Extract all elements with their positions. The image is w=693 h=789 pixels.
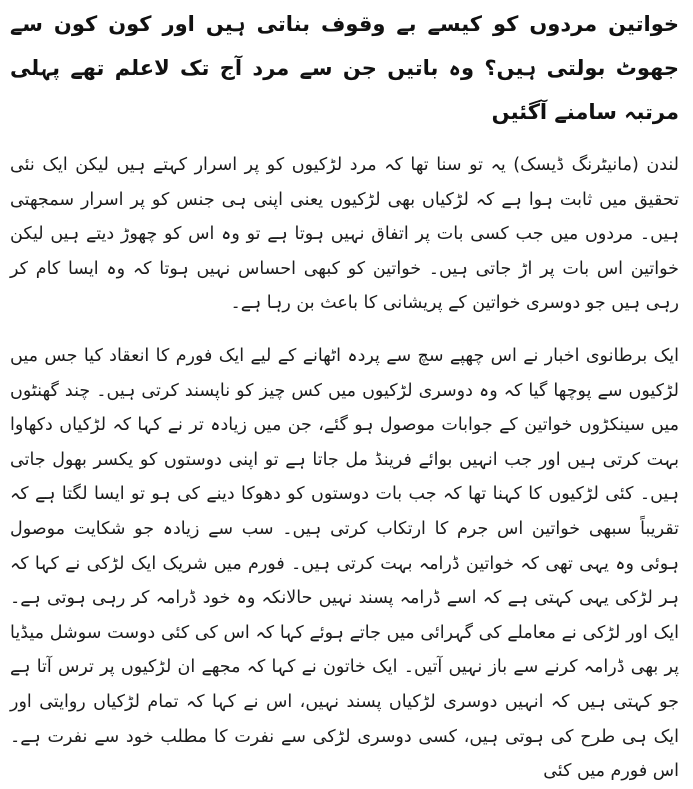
article-paragraph: ایک برطانوی اخبار نے اس چھپے سچ سے پردہ اٹھانے کے لیے ایک فورم کا انعقاد کیا جس میں لڑکیوں سے پوچھا گیا کہ وہ دوسری لڑکیوں میں کس چیز کو ناپسند کرتی ہیں۔ چند گھنٹوں میں سینکڑوں خواتین کے جوابات موصول ہو گئے، جن میں زیادہ تر نے کہا کہ لڑکیاں دکھاوا بہت کرتی ہیں اور جب انہیں بوائے فرینڈ مل جاتا ہے تو اپنی دوستوں کو یکسر بھول جاتی ہیں۔ کئی لڑکیوں کا کہنا تھا کہ جب بات دوستوں کو دھوکا دینے کی ہو تو ایسا لگتا ہے کہ تقریباً سبھی خواتین اس جرم کا ارتکاب کرتی ہیں۔ سب سے زیادہ جو شکایت موصول ہوئی وہ یہی تھی کہ خواتین ڈرامہ بہت کرتی ہیں۔ فورم میں شریک ایک لڑکی نے کہا کہ ہر لڑکی یہی کہتی ہے کہ اسے ڈرامہ پسند نہیں حالانکہ وہ خود ڈرامہ کر رہی ہوتی ہے۔ ایک اور لڑکی نے معاملے کی گہرائی میں جاتے ہوئے کہا کہ اس کی کئی دوست سوشل میڈیا پر بھی ڈرامہ کرنے سے باز نہیں آتیں۔ ایک خاتون نے کہا کہ مجھے ان لڑکیوں پر ترس آتا ہے جو کہتی ہیں کہ انہیں دوسری لڑکیاں پسند نہیں، اس نے کہا کہ تمام لڑکیاں روایتی اور ایک ہی طرح کی ہوتی ہیں، کسی دوسری لڑکی سے نفرت کا مطلب خود سے نفرت ہے۔ اس فورم میں کئی [10,345,679,782]
article-body [10,148,679,789]
article-paragraph: لندن (مانیٹرنگ ڈیسک) یہ تو سنا تھا کہ مرد لڑکیوں کو پر اسرار کہتے ہیں لیکن ایک نئی تحقیق میں ثابت ہوا ہے کہ لڑکیاں بھی لڑکیوں یعنی اپنی ہی جنس کو پر اسرار سمجھتی ہیں۔ مردوں میں جب کسی بات پر اتفاق نہیں ہوتا ہے تو وہ اس کو چھوڑ دیتے ہیں لیکن خواتین اس بات پر اڑ جاتی ہیں۔ خواتین کو کبھی احساس نہیں ہوتا کہ وہ ایسا کام کر رہی ہیں جو دوسری خواتین کے پریشانی کا باعث بن رہا ہے۔ [10,155,679,314]
article-headline: خواتین مردوں کو کیسے بے وقوف بناتی ہیں اور کون کون سے جھوٹ بولتی ہیں؟ وہ باتیں جن سے مرد آج تک لاعلم تھے پہلی مرتبہ سامنے آگئیں [10,12,679,124]
